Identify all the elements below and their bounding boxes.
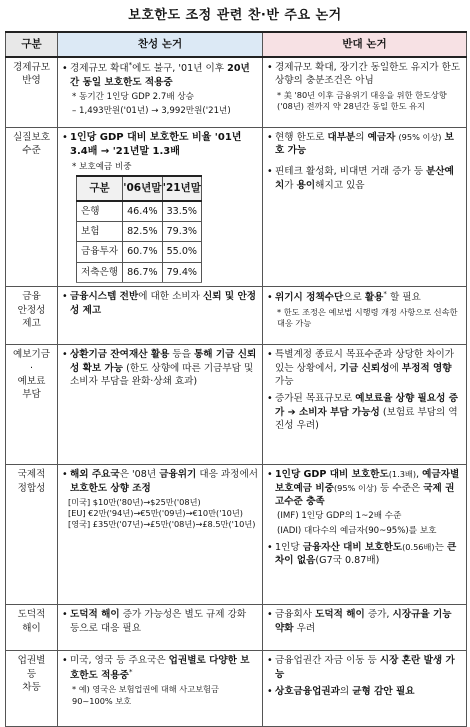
category-economy: 경제규모 반영 — [6, 57, 58, 127]
category-fund: 예보기금 · 예보료 부담 — [6, 345, 58, 465]
deposit-ratio-table: 구분 '06년말 '21년말 은행 46.4% 33.5% 보험 82.5% 79.3% 금융투자 60.7% 55.0% 저축은행 86.7% 79.4% — [76, 175, 202, 284]
row-fund — [6, 345, 467, 465]
con-fund: • 특별계정 종료시 목표수준과 상당한 차이가 있는 상황에서, 기금 신뢰성에 부정적 영향 가능 • 증가된 목표규모로 예보료율 상향 필요성 증가 ➔ 소비자 부담 가능성 (보험료 부담의 역진성 우려) — [263, 345, 467, 465]
header-pro: 찬성 논거 — [58, 32, 263, 57]
pro-intl: • 해외 주요국은 '08년 금융위기 대응 과정에서 보호한도 상향 조정 [미국] $10만('80년)→$25만('08년) [EU] €2만('94년)→€5만('09년)→€10만('10년) [영국] £35만('07년)→£5만('08년)→£8.5만('10년) — [58, 465, 263, 605]
intl-line: [EU] €2만('94년)→€5만('09년)→€10만('10년) — [68, 508, 243, 519]
deposit-row: 저축은행 86.7% 79.4% — [77, 262, 202, 282]
pro-stability: • 금융시스템 전반에 대한 소비자 신뢰 및 안정성 제고 — [58, 287, 263, 345]
con-economy: • 경제규모 확대, 장기간 동일한도 유지가 한도상향의 충분조건은 아님 * 美 '80년 이후 금융위기 대응을 위한 한도상향('08년) 전까지 약 28년간 동일 한도 유지 — [263, 57, 467, 127]
category-moral: 도덕적 해이 — [6, 605, 58, 651]
con-intl: • 1인당 GDP 대비 보호한도(1.3배), 예금자별 보호예금 비중(95% 이상) 등 수준은 국제 권고수준 충족 (IMF) 1인당 GDP의 1~2배 수준 (IADI) 대다수의 예금자(90~95%)를 보호 • 1인당 금융자산 대비 보호한도(0.56배)는 큰 차이 없음(G7국 0.87배) — [263, 465, 467, 605]
row-moral — [6, 605, 467, 651]
category-intl: 국제적 정합성 — [6, 465, 58, 605]
category-protection: 실질보호 수준 — [6, 127, 58, 287]
header-con: 반대 논거 — [263, 32, 467, 57]
document-title: 보호한도 조정 관련 찬·반 주요 논거 — [128, 8, 342, 23]
con-protection: • 현행 한도로 대부분의 예금자 (95% 이상) 보호 가능 • 핀테크 활성화, 비대면 거래 증가 등 분산예치가 용이해지고 있음 — [263, 127, 467, 287]
intl-line: [영국] £35만('07년)→£5만('08년)→£8.5만('10년) — [68, 519, 256, 530]
con-moral: • 금융회사 도덕적 해이 증가, 시장규율 기능 약화 우려 — [263, 605, 467, 651]
pro-protection: • 1인당 GDP 대비 보호한도 비율 '01년 3.4배 → '21년말 1.3배 * 보호예금 비중 구분 '06년말 '21년말 은행 46.4% 33.5% 보험 82.5% 79.3% 금융투자 60.7% 55.0% 저축은행 86.7% 79.4% — [58, 127, 263, 287]
deposit-row: 금융투자 60.7% 55.0% — [77, 242, 202, 262]
deposit-row: 보험 82.5% 79.3% — [77, 221, 202, 241]
pro-sector: • 미국, 영국 등 주요국은 업권별로 다양한 보호한도 적용중* * 예) 영국은 보험업권에 대해 사고보험금 90~100% 보호 — [58, 651, 263, 727]
category-sector: 업권별 등 차등 — [6, 651, 58, 727]
row-stability — [6, 287, 467, 345]
row-protection — [6, 127, 467, 287]
comparison-table — [5, 31, 467, 727]
con-stability: • 위기시 정책수단으로 활용* 할 필요 * 한도 조정은 예보법 시행령 개정 사항으로 신속한 대응 가능 — [263, 287, 467, 345]
header-category: 구분 — [6, 32, 58, 57]
header-row — [6, 32, 467, 57]
row-economy — [6, 57, 467, 127]
pro-fund: • 상환기금 잔여재산 활용 등을 통해 기금 신뢰성 확보 가능 (한도 상향에 따른 기금부담 및 소비자 부담을 완화·상쇄 효과) — [58, 345, 263, 465]
con-sector: • 금융업권간 자금 이동 등 시장 혼란 발생 가능 • 상호금융업권과의 균형 감안 필요 — [263, 651, 467, 727]
pro-moral: • 도덕적 해이 증가 가능성은 별도 규제 강화 등으로 대응 필요 — [58, 605, 263, 651]
row-sector — [6, 651, 467, 727]
pro-economy: • 경제규모 확대*에도 불구, '01년 이후 20년간 동일 보호한도 적용중 * 동기간 1인당 GDP 2.7배 상승 – 1,493만원('01년) → 3,992만원('21년) — [58, 57, 263, 127]
row-intl — [6, 465, 467, 605]
category-stability: 금융 안정성 제고 — [6, 287, 58, 345]
intl-line: [미국] $10만('80년)→$25만('08년) — [68, 497, 201, 508]
deposit-row: 은행 46.4% 33.5% — [77, 201, 202, 222]
